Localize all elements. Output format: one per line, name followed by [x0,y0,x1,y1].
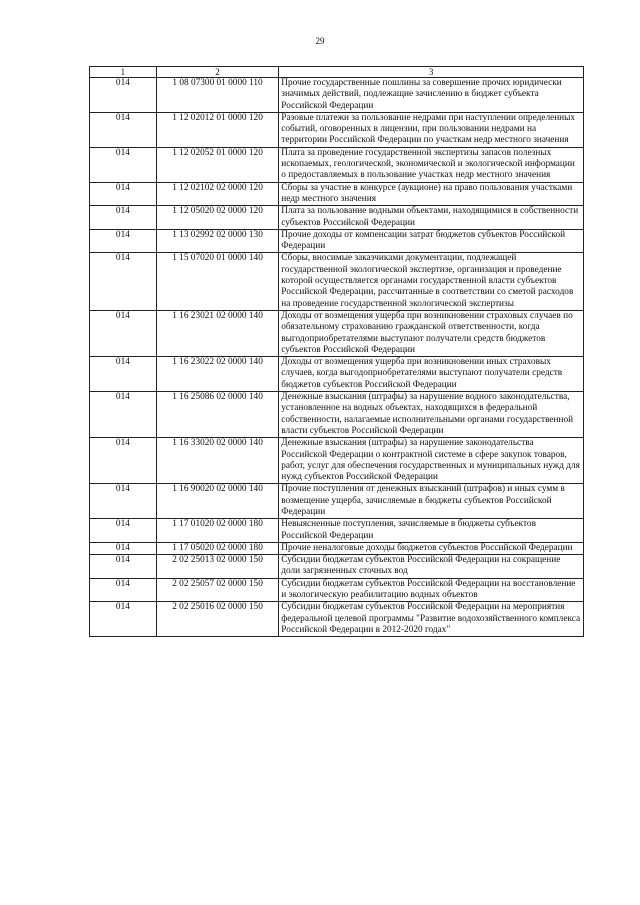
admin-code-cell: 014 [90,112,157,147]
revenue-name-cell: Доходы от возмещения ущерба при возникновении страховых случаев по обязательному страхованию гражданской ответственности, когда выгодоприобретателями выступают получатели средств бюджетов субъектов Российской Федерации [279,310,584,356]
column-header-1: 1 [90,67,157,78]
page-number: 29 [315,36,325,46]
budget-code-cell: 2 02 25057 02 0000 150 [156,578,278,602]
admin-code-cell: 014 [90,78,157,113]
budget-code-cell: 1 17 05020 02 0000 180 [156,542,278,554]
table-row [90,357,584,392]
table-row [90,484,584,519]
budget-code-cell: 1 08 07300 01 0000 110 [156,78,278,113]
admin-code-cell: 014 [90,147,157,182]
table-row [90,555,584,579]
table-body [90,78,584,637]
revenue-name-cell: Денежные взыскания (штрафы) за нарушение законодательства Российской Федерации о контрактной системе в сфере закупок товаров, работ, услуг для обеспечения государственных и муниципальных нужд для нужд субъектов Российской Федерации [279,438,584,484]
budget-code-cell: 2 02 25013 02 0000 150 [156,555,278,579]
admin-code-cell: 014 [90,229,157,253]
budget-code-cell: 1 12 05020 02 0000 120 [156,206,278,230]
budget-code-cell: 1 17 01020 02 0000 180 [156,519,278,543]
revenue-name-cell: Сборы, вносимые заказчиками документации, подлежащей государственной экологической экспертизе, организация и проведение которой осуществляется органами государственной власти субъектов Российской Федерации, рассчитанные в соответствии со сметой расходов на проведение государственной экологической экспертизы [279,253,584,310]
admin-code-cell: 014 [90,555,157,579]
budget-code-cell: 2 02 25016 02 0000 150 [156,602,278,637]
budget-code-cell: 1 16 25086 02 0000 140 [156,392,278,438]
revenue-name-cell: Сборы за участие в конкурсе (аукционе) на право пользования участками недр местного значения [279,182,584,206]
revenue-name-cell: Доходы от возмещения ущерба при возникновении иных страховых случаев, когда выгодоприобретателями выступают получатели средств бюджетов субъектов Российской Федерации [279,357,584,392]
admin-code-cell: 014 [90,578,157,602]
table-row [90,438,584,484]
budget-code-cell: 1 16 23022 02 0000 140 [156,357,278,392]
table-row [90,206,584,230]
revenue-name-cell: Субсидии бюджетам субъектов Российской Федерации на восстановление и экологическую реабилитацию водных объектов [279,578,584,602]
revenue-name-cell: Невыясненные поступления, зачисляемые в бюджеты субъектов Российской Федерации [279,519,584,543]
admin-code-cell: 014 [90,519,157,543]
revenue-name-cell: Прочие доходы от компенсации затрат бюджетов субъектов Российской Федерации [279,229,584,253]
budget-code-cell: 1 16 90020 02 0000 140 [156,484,278,519]
revenue-name-cell: Субсидии бюджетам субъектов Российской Федерации на сокращение доли загрязненных сточных вод [279,555,584,579]
table-row [90,542,584,554]
table-row [90,78,584,113]
budget-code-cell: 1 16 33020 02 0000 140 [156,438,278,484]
table-row [90,147,584,182]
budget-code-cell: 1 12 02052 01 0000 120 [156,147,278,182]
admin-code-cell: 014 [90,357,157,392]
admin-code-cell: 014 [90,542,157,554]
column-header-2: 2 [156,67,278,78]
budget-code-cell: 1 12 02102 02 0000 120 [156,182,278,206]
revenue-name-cell: Прочие государственные пошлины за совершение прочих юридически значимых действий, подлежащие зачислению в бюджет субъекта Российской Федерации [279,78,584,113]
revenue-codes-table [89,66,584,637]
table-row [90,112,584,147]
budget-code-cell: 1 13 02992 02 0000 130 [156,229,278,253]
admin-code-cell: 014 [90,602,157,637]
admin-code-cell: 014 [90,253,157,310]
revenue-name-cell: Субсидии бюджетам субъектов Российской Федерации на мероприятия федеральной целевой программы "Развитие водохозяйственного комплекса Российской Федерации в 2012-2020 годах" [279,602,584,637]
admin-code-cell: 014 [90,182,157,206]
budget-code-cell: 1 16 23021 02 0000 140 [156,310,278,356]
table-row [90,182,584,206]
table-row [90,519,584,543]
table-row [90,578,584,602]
table-row [90,253,584,310]
revenue-name-cell: Прочие поступления от денежных взысканий (штрафов) и иных сумм в возмещение ущерба, зачисляемые в бюджеты субъектов Российской Федерации [279,484,584,519]
admin-code-cell: 014 [90,392,157,438]
table-row [90,392,584,438]
revenue-name-cell: Денежные взыскания (штрафы) за нарушение водного законодательства, установленное на водных объектах, находящихся в федеральной собственности, налагаемые исполнительными органами государственной власти субъектов Российской Федерации [279,392,584,438]
revenue-name-cell: Плата за проведение государственной экспертизы запасов полезных ископаемых, геологической, экономической и экологической информации о предоставляемых в пользование участках недр местного значения [279,147,584,182]
budget-code-cell: 1 12 02012 01 0000 120 [156,112,278,147]
revenue-name-cell: Плата за пользование водными объектами, находящимися в собственности субъектов Российской Федерации [279,206,584,230]
admin-code-cell: 014 [90,206,157,230]
admin-code-cell: 014 [90,438,157,484]
table-row [90,310,584,356]
admin-code-cell: 014 [90,310,157,356]
revenue-name-cell: Разовые платежи за пользование недрами при наступлении определенных событий, оговоренных в лицензии, при пользовании недрами на территории Российской Федерации по участкам недр местного значения [279,112,584,147]
admin-code-cell: 014 [90,484,157,519]
table-header-row [90,67,584,78]
table-row [90,229,584,253]
table-row [90,602,584,637]
column-header-3: 3 [279,67,584,78]
budget-code-cell: 1 15 07020 01 0000 140 [156,253,278,310]
revenue-name-cell: Прочие неналоговые доходы бюджетов субъектов Российской Федерации [279,542,584,554]
